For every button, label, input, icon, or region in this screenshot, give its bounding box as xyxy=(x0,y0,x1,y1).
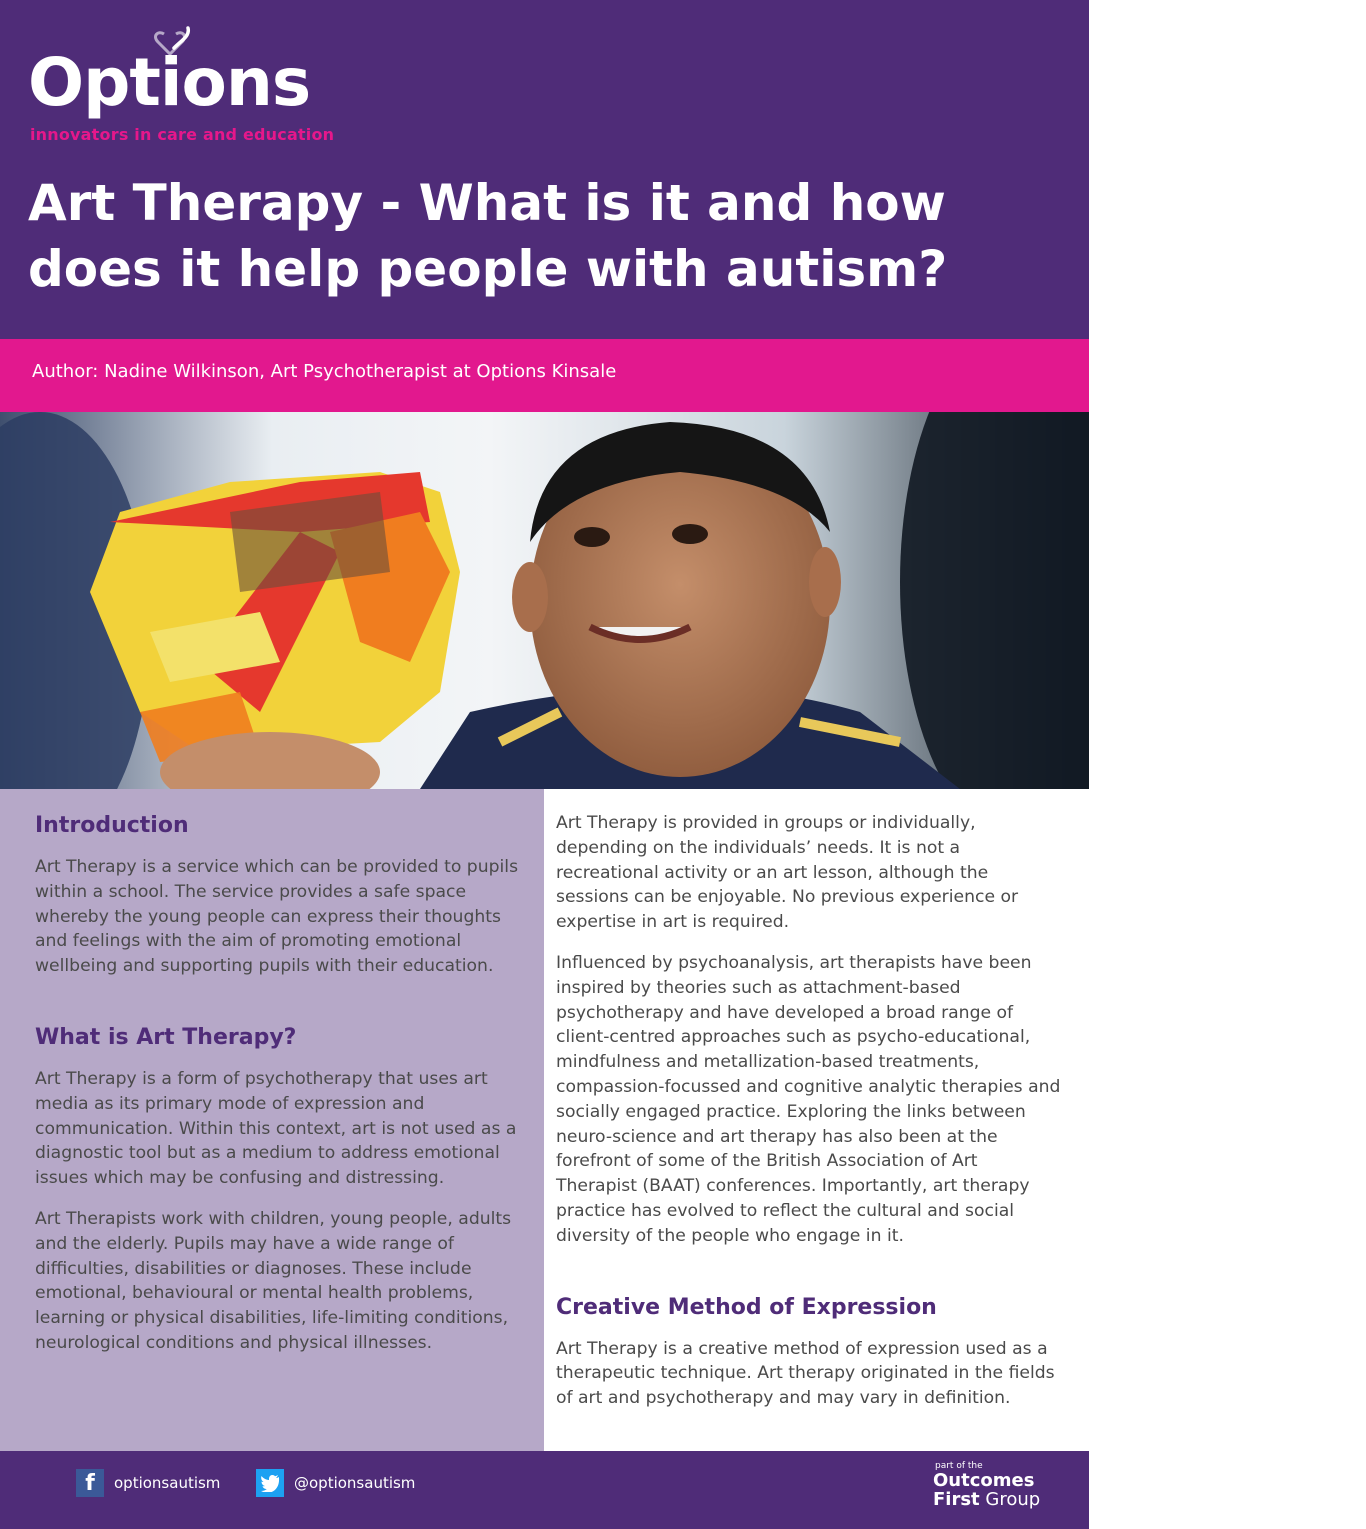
facebook-link[interactable] xyxy=(76,1469,220,1497)
header xyxy=(0,0,1089,339)
group-line-2-bold: First xyxy=(933,1489,980,1510)
options-logo[interactable] xyxy=(28,28,335,148)
footer xyxy=(0,1451,1089,1529)
logo-wordmark: Options xyxy=(28,44,311,121)
twitter-icon xyxy=(256,1469,284,1497)
creative-method-heading: Creative Method of Expression xyxy=(556,1294,937,1320)
logo-tagline: innovators in care and education xyxy=(30,125,335,144)
facebook-handle: optionsautism xyxy=(114,1474,221,1492)
group-line-2-rest: Group xyxy=(985,1489,1041,1510)
what-is-art-therapy-heading: What is Art Therapy? xyxy=(35,1024,297,1050)
twitter-link[interactable] xyxy=(256,1469,415,1497)
page-title: Art Therapy - What is it and how does it help people with autism? xyxy=(28,174,948,298)
author-bar xyxy=(0,339,1089,412)
hero-photo xyxy=(0,412,1089,789)
right-column xyxy=(544,789,1089,1451)
what-is-art-therapy-paragraph-1: Art Therapy is a form of psychotherapy that uses art media as its primary mode of expression and communication. Within this context, art is not used as a diagnostic tool but as a medium to address emotional issues which may be confusing and distressing. xyxy=(35,1068,517,1189)
author-text: Author: Nadine Wilkinson, Art Psychotherapist at Options Kinsale xyxy=(32,361,617,382)
left-column xyxy=(0,789,544,1451)
twitter-handle: @optionsautism xyxy=(294,1474,416,1492)
group-line-2 xyxy=(933,1490,1040,1509)
creative-method-paragraph: Art Therapy is a creative method of expression used as a therapeutic technique. Art therapy originated in the fields of art and psychotherapy and may vary in definition. xyxy=(556,1338,1055,1409)
outcomes-first-group-logo[interactable] xyxy=(933,1461,1040,1509)
introduction-heading: Introduction xyxy=(35,813,189,838)
hero-illustration xyxy=(0,412,1089,789)
group-small-text: part of the xyxy=(935,1461,983,1471)
group-line-1: Outcomes xyxy=(933,1470,1035,1491)
groups-paragraph: Art Therapy is provided in groups or individually, depending on the individuals’ needs. It is not a recreational activity or an art lesson, although the sessions can be enjoyable. No previous experience or expertise in art is required. xyxy=(556,813,1019,933)
what-is-art-therapy-paragraph-2: Art Therapists work with children, young people, adults and the elderly. Pupils may have a wide range of difficulties, disabilities or diagnoses. These include emotional, behavioural or mental health problems, learning or physical disabilities, life-limiting conditions, neurological conditions and physical illnesses. xyxy=(35,1208,512,1353)
introduction-paragraph: Art Therapy is a service which can be provided to pupils within a school. The service provides a safe space whereby the young people can express their thoughts and feelings with the aim of promoting emotional wellbeing and supporting pupils with their education. xyxy=(35,857,519,977)
facebook-icon: f xyxy=(76,1469,104,1497)
influences-paragraph: Influenced by psychoanalysis, art therapists have been inspired by theories such as attachment-based psychotherapy and have developed a broad range of client-centred approaches such as psycho-educational, mindfulness and metallization-based treatments, compassion-focussed and cognitive analytic therapies and socially engaged practice. Exploring the links between neuro-science and art therapy has also been at the forefront of some of the British Association of Art Therapist (BAAT) conferences. Importantly, art therapy practice has evolved to reflect the cultural and social diversity of the people who engage in it. xyxy=(556,952,1061,1246)
